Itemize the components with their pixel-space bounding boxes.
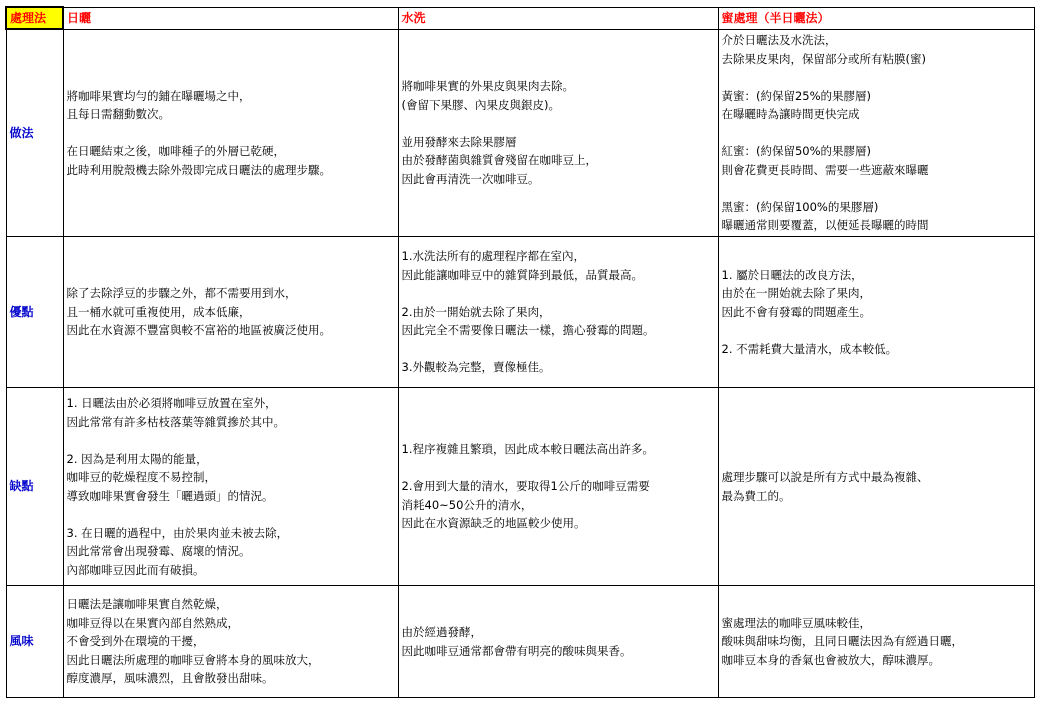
row-label-advantages[interactable]: 優點 [6, 237, 63, 388]
row-advantages [6, 237, 1034, 388]
row-method [6, 29, 1034, 237]
row-flavor [6, 586, 1034, 698]
cell-honey-advantages[interactable]: 1. 屬於日曬法的改良方法， 由於在一開始就去除了果肉， 因此不會有發霉的問題產生。 2. 不需耗費大量清水，成本較低。 [718, 237, 1034, 388]
header-processing-method[interactable]: 處理法 [6, 7, 63, 29]
cell-washed-advantages[interactable]: 1.水洗法所有的處理程序都在室內， 因此能讓咖啡豆中的雜質降到最低，品質最高。 2.由於一開始就去除了果肉， 因此完全不需要像日曬法一樣，擔心發霉的問題。 3.外觀較為完整，賣像極佳。 [398, 237, 718, 388]
cell-washed-method[interactable]: 將咖啡果實的外果皮與果肉去除。 (會留下果膠、內果皮與銀皮)。 並用發酵來去除果膠層 由於發酵菌與雜質會殘留在咖啡豆上， 因此會再清洗一次咖啡豆。 [398, 29, 718, 237]
cell-sun-flavor[interactable]: 日曬法是讓咖啡果實自然乾燥， 咖啡豆得以在果實內部自然熟成， 不會受到外在環境的干擾， 因此日曬法所處理的咖啡豆會將本身的風味放大， 醇度濃厚，風味濃烈，且會散發出甜味。 [63, 586, 398, 698]
cell-honey-flavor[interactable]: 蜜處理法的咖啡豆風味較佳， 酸味與甜味均衡，且同日曬法因為有經過日曬， 咖啡豆本身的香氣也會被放大，醇味濃厚。 [718, 586, 1034, 698]
row-label-disadvantages[interactable]: 缺點 [6, 388, 63, 586]
header-washed[interactable]: 水洗 [398, 7, 718, 29]
header-sun-dried[interactable]: 日曬 [63, 7, 398, 29]
cell-washed-disadvantages[interactable]: 1.程序複雜且繁瑣，因此成本較日曬法高出許多。 2.會用到大量的清水，要取得1公斤的咖啡豆需要 消耗40~50公升的清水， 因此在水資源缺乏的地區較少使用。 [398, 388, 718, 586]
row-label-method[interactable]: 做法 [6, 29, 63, 237]
cell-sun-advantages[interactable]: 除了去除浮豆的步驟之外，都不需要用到水， 且一桶水就可重複使用，成本低廉， 因此在水資源不豐富與較不富裕的地區被廣泛使用。 [63, 237, 398, 388]
cell-washed-flavor[interactable]: 由於經過發酵， 因此咖啡豆通常都會帶有明亮的酸味與果香。 [398, 586, 718, 698]
header-row [6, 7, 1034, 29]
row-label-flavor[interactable]: 風味 [6, 586, 63, 698]
processing-methods-table [5, 6, 1035, 698]
header-honey-process[interactable]: 蜜處理（半日曬法） [718, 7, 1034, 29]
cell-sun-method[interactable]: 將咖啡果實均勻的鋪在曝曬場之中， 且每日需翻動數次。 在日曬結束之後，咖啡種子的外層已乾硬， 此時利用脫殼機去除外殼即完成日曬法的處理步驟。 [63, 29, 398, 237]
cell-honey-disadvantages[interactable]: 處理步驟可以說是所有方式中最為複雜、 最為費工的。 [718, 388, 1034, 586]
row-disadvantages [6, 388, 1034, 586]
cell-sun-disadvantages[interactable]: 1. 日曬法由於必須將咖啡豆放置在室外， 因此常常有許多枯枝落葉等雜質摻於其中。 2. 因為是利用太陽的能量， 咖啡豆的乾燥程度不易控制， 導致咖啡果實會發生「曬過頭」的情況。 3. 在日曬的過程中，由於果肉並未被去除， 因此常常會出現發霉、腐壞的情況。 內部咖啡豆因此而有破損。 [63, 388, 398, 586]
cell-honey-method[interactable]: 介於日曬法及水洗法， 去除果皮果肉，保留部分或所有粘膜(蜜) 黃蜜：(約保留25%的果膠層) 在曝曬時為讓時間更快完成 紅蜜：(約保留50%的果膠層) 則會花費更長時間、需要一些遮蔽來曝曬 黑蜜：(約保留100%的果膠層) 曝曬通常則要覆蓋，以便延長曝曬的時間 [718, 29, 1034, 237]
